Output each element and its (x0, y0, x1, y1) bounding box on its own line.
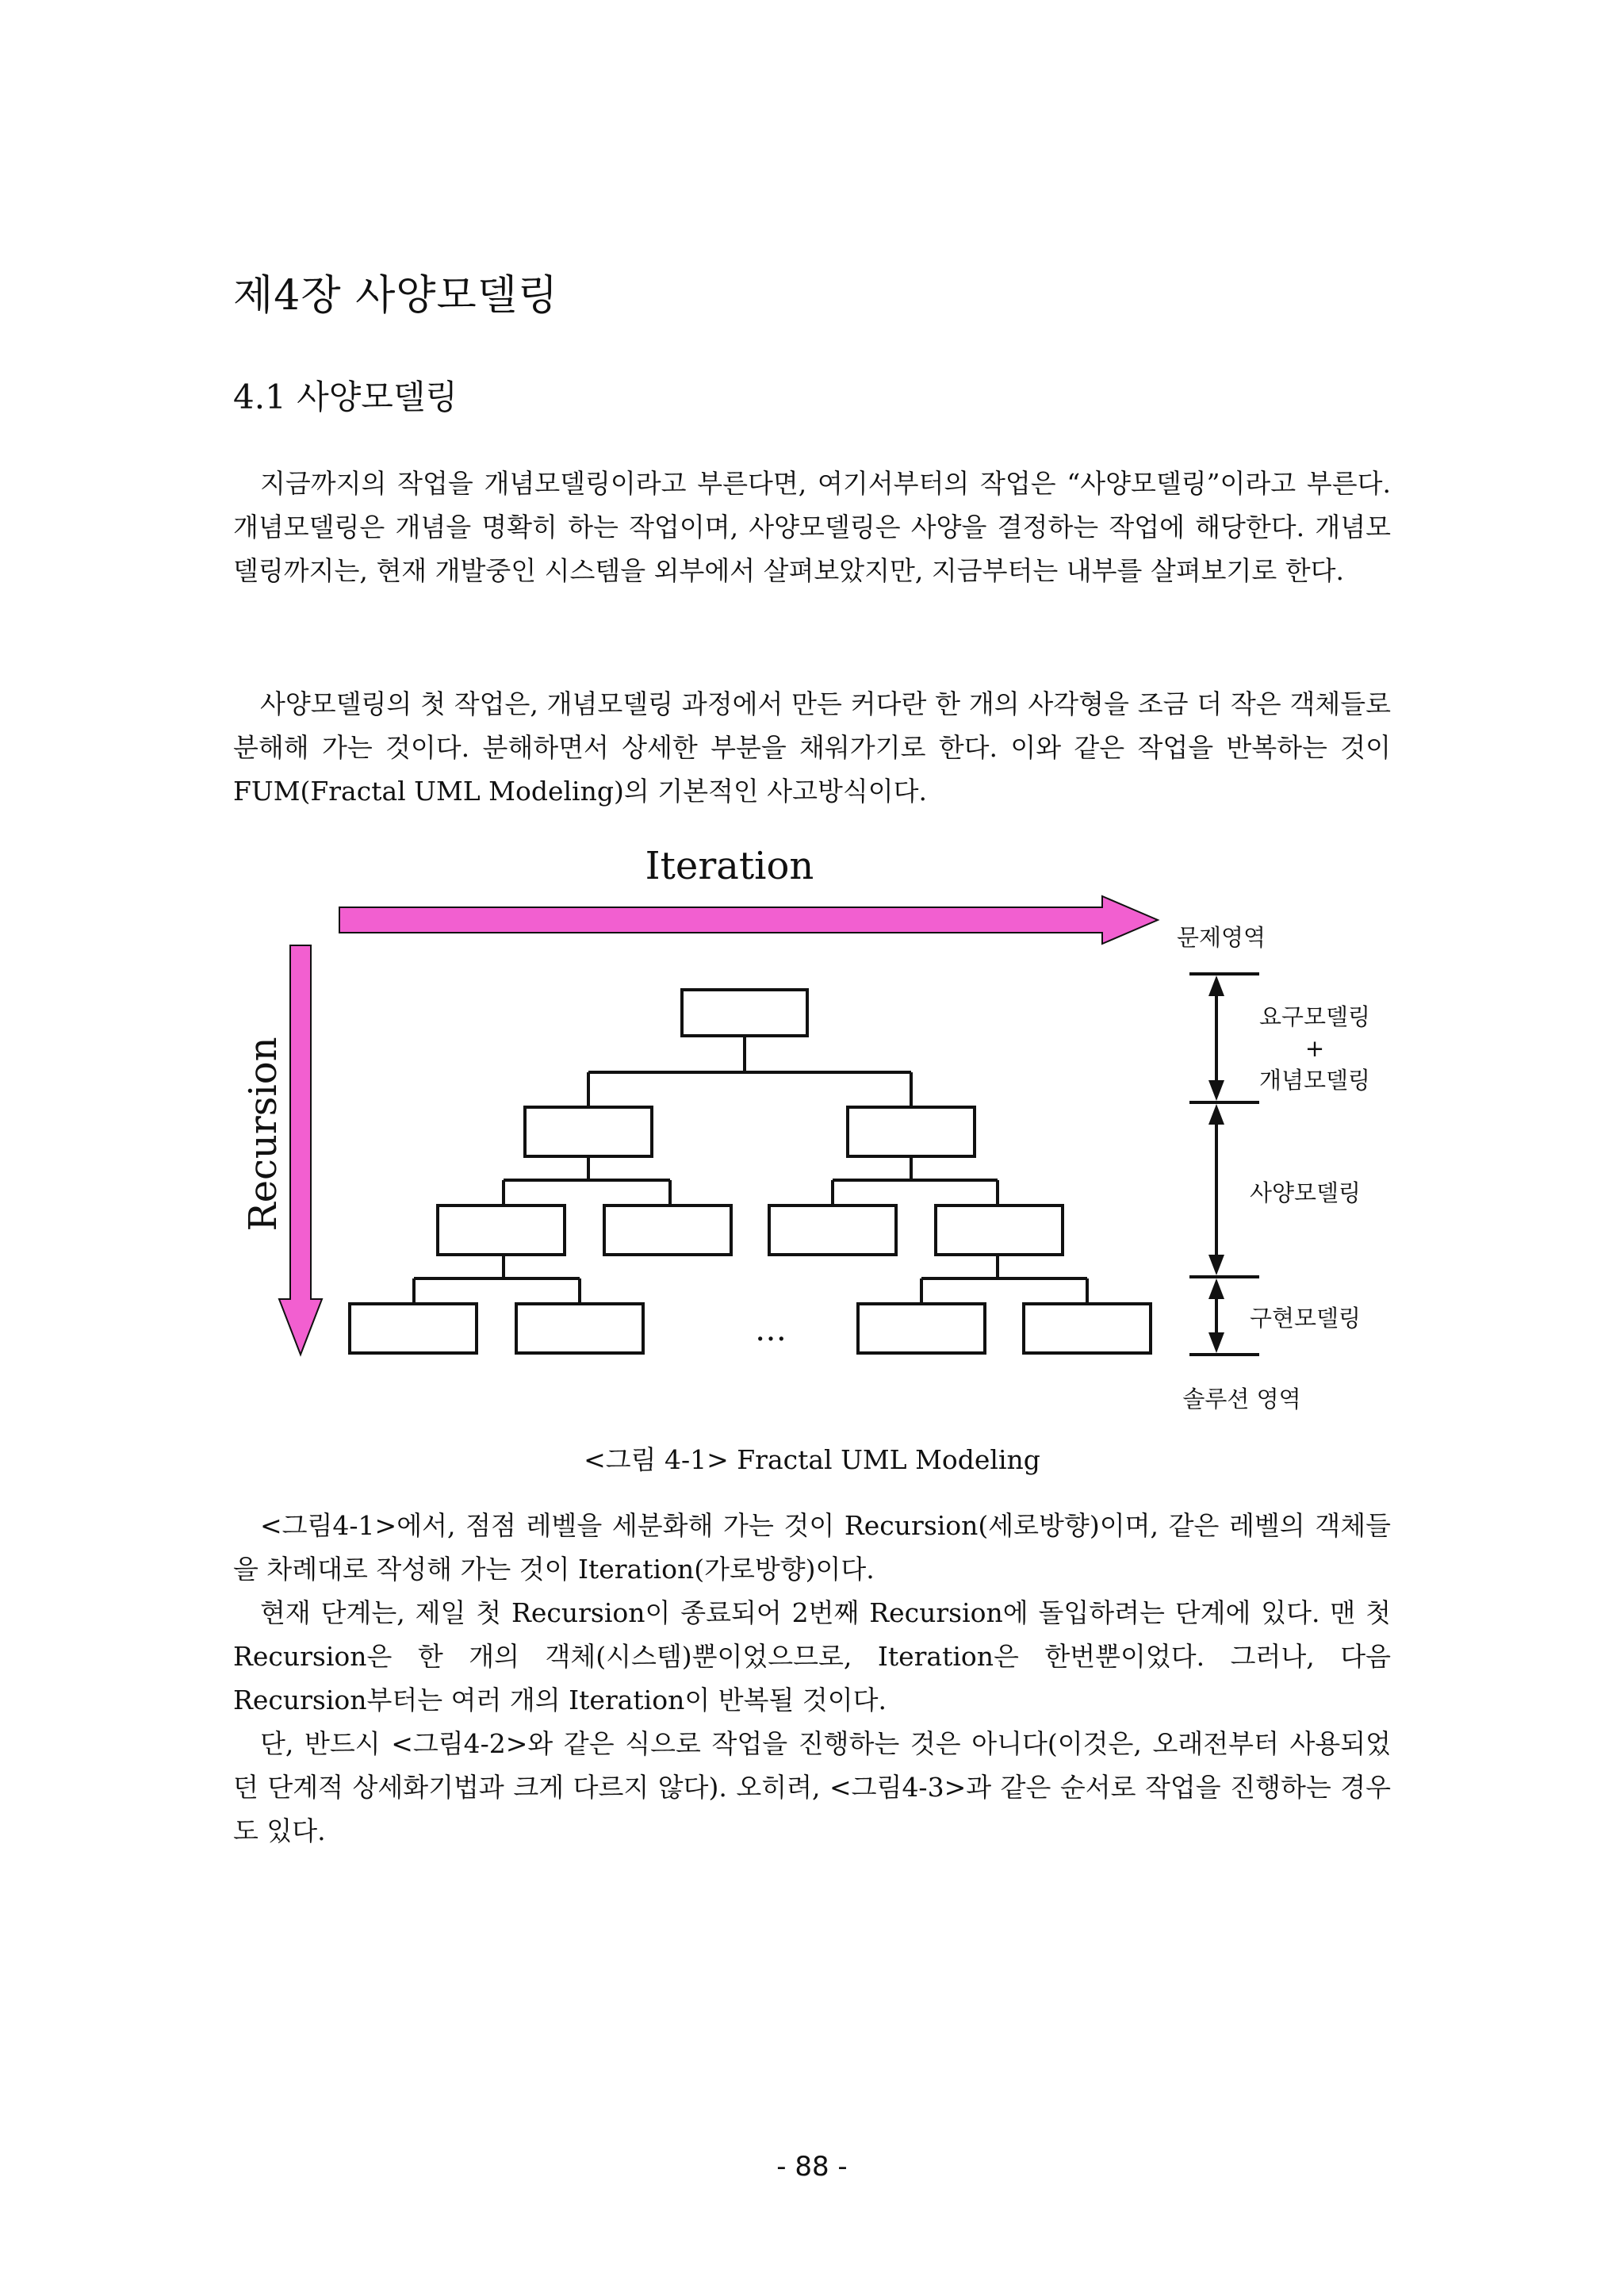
figure-caption: <그림 4-1> Fractal UML Modeling (584, 1444, 1040, 1475)
paragraph-order: 단, 반드시 <그림4-2>와 같은 식으로 작업을 진행하는 것은 아니다(이것은, 오래전부터 사용되었던 단계적 상세화기법과 크게 다르지 않다). 오히려, <그림4-3>과 같은 순서로 작업을 진행하는 경우도 있다. (233, 1728, 1391, 1846)
fractal-uml-figure (0, 841, 1624, 1443)
ellipsis: … (755, 1312, 787, 1348)
tree-box (848, 1107, 975, 1156)
spec-modeling-label: 사양모델링 (1249, 1179, 1362, 1206)
tree-box (516, 1304, 643, 1353)
section-title: 4.1 사양모델링 (233, 378, 458, 416)
solution-area-label: 솔루션 영역 (1182, 1386, 1301, 1412)
tree-box (936, 1205, 1063, 1255)
phase-scale (1189, 974, 1259, 1355)
tree-box (604, 1205, 731, 1255)
page-number: - 88 - (776, 2151, 848, 2183)
iteration-arrow (339, 896, 1158, 944)
tree-box (1024, 1304, 1151, 1353)
tree-box (858, 1304, 985, 1353)
tree-box (682, 990, 807, 1036)
plus-sign: + (1304, 1035, 1325, 1062)
iteration-label: Iteration (645, 844, 814, 888)
impl-modeling-label: 구현모델링 (1249, 1305, 1362, 1332)
paragraph-recursion-iteration: <그림4-1>에서, 점점 레벨을 세분화해 가는 것이 Recursion(세로방향)이며, 같은 레벨의 객체들을 차례대로 작성해 가는 것이 Iteration(가로방향)이다. (233, 1510, 1391, 1585)
chapter-title: 제4장 사양모델링 (233, 272, 559, 320)
object-tree (350, 990, 1151, 1353)
recursion-arrow (279, 945, 322, 1355)
tree-box (525, 1107, 652, 1156)
paragraph-intro: 지금까지의 작업을 개념모델링이라고 부른다면, 여기서부터의 작업은 “사양모델링”이라고 부른다. 개념모델링은 개념을 명확히 하는 작업이며, 사양모델링은 사양을 결정하는 작업에 해당한다. 개념모델링까지는, 현재 개발중인 시스템을 외부에서 살펴보았지만, 지금부터는 내부를 살펴보기로 한다. (233, 468, 1391, 586)
paragraph-first-task: 사양모델링의 첫 작업은, 개념모델링 과정에서 만든 커다란 한 개의 사각형을 조금 더 작은 객체들로 분해해 가는 것이다. 분해하면서 상세한 부분을 채워가기로 한다. 이와 같은 작업을 반복하는 것이 FUM(Fractal UML Modeling)의 기본적인 사고방식이다. (233, 688, 1391, 807)
requirements-modeling-label: 요구모델링 (1258, 1003, 1371, 1030)
tree-box (350, 1304, 477, 1353)
problem-area-label: 문제영역 (1176, 924, 1266, 951)
concept-modeling-label: 개념모델링 (1258, 1067, 1371, 1094)
tree-box (438, 1205, 565, 1255)
tree-box (769, 1205, 896, 1255)
paragraph-current-stage: 현재 단계는, 제일 첫 Recursion이 종료되어 2번째 Recursion에 돌입하려는 단계에 있다. 맨 첫 Recursion은 한 개의 객체(시스템)뿐이었으므로, Iteration은 한번뿐이었다. 그러나, 다음 Recursion부터는 여러 개의 Iteration이 반복될 것이다. (233, 1597, 1391, 1715)
recursion-label: Recursion (241, 1037, 285, 1232)
